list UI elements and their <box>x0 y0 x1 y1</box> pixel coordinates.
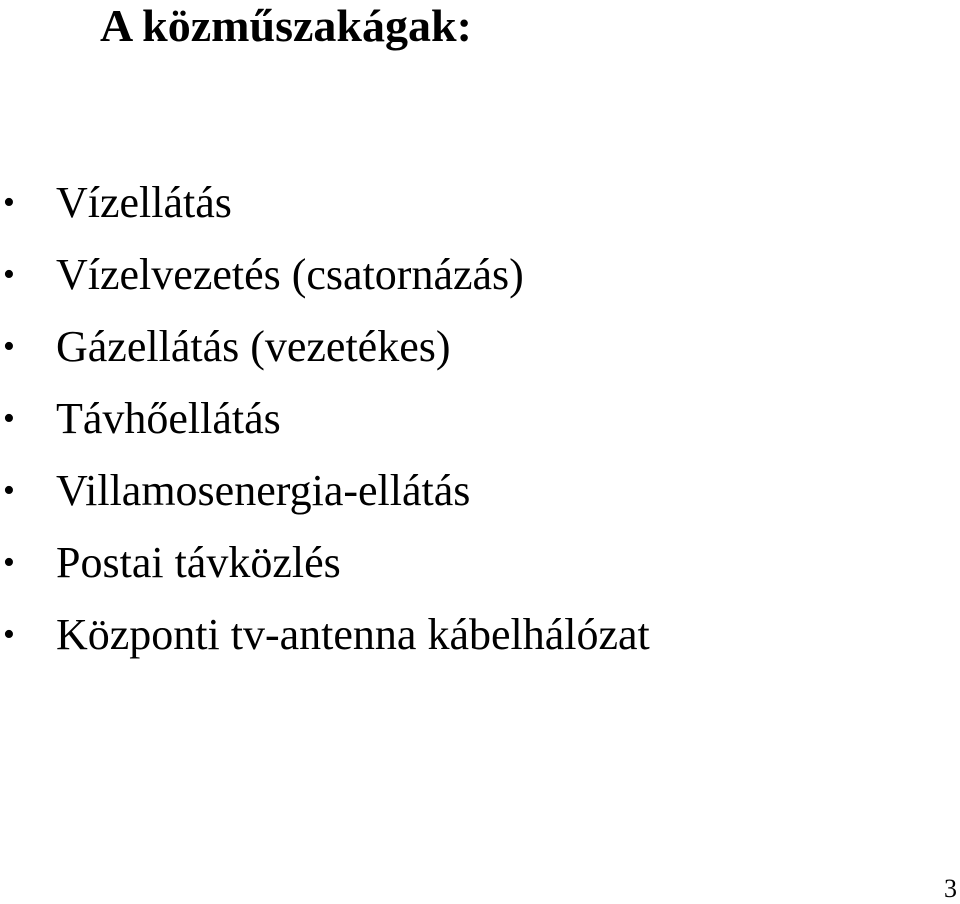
list-item-text: Központi tv-antenna kábelhálózat <box>56 610 650 659</box>
slide-title: A közműszakágak: <box>100 0 472 51</box>
list-item-text: Vízellátás <box>56 178 232 227</box>
bullet-icon: • <box>3 328 15 365</box>
list-item-text: Távhőellátás <box>56 394 281 443</box>
list-item-text: Villamosenergia-ellátás <box>56 466 471 515</box>
page-number: 3 <box>944 874 957 903</box>
bullet-icon: • <box>3 544 15 581</box>
bullet-icon: • <box>3 472 15 509</box>
bullet-icon: • <box>3 184 15 221</box>
list-item-text: Postai távközlés <box>56 538 341 587</box>
list-item-text: Gázellátás (vezetékes) <box>56 322 451 371</box>
bullet-icon: • <box>3 616 15 653</box>
bullet-icon: • <box>3 256 15 293</box>
list-item-text: Vízelvezetés (csatornázás) <box>56 250 524 299</box>
bullet-icon: • <box>3 400 15 437</box>
